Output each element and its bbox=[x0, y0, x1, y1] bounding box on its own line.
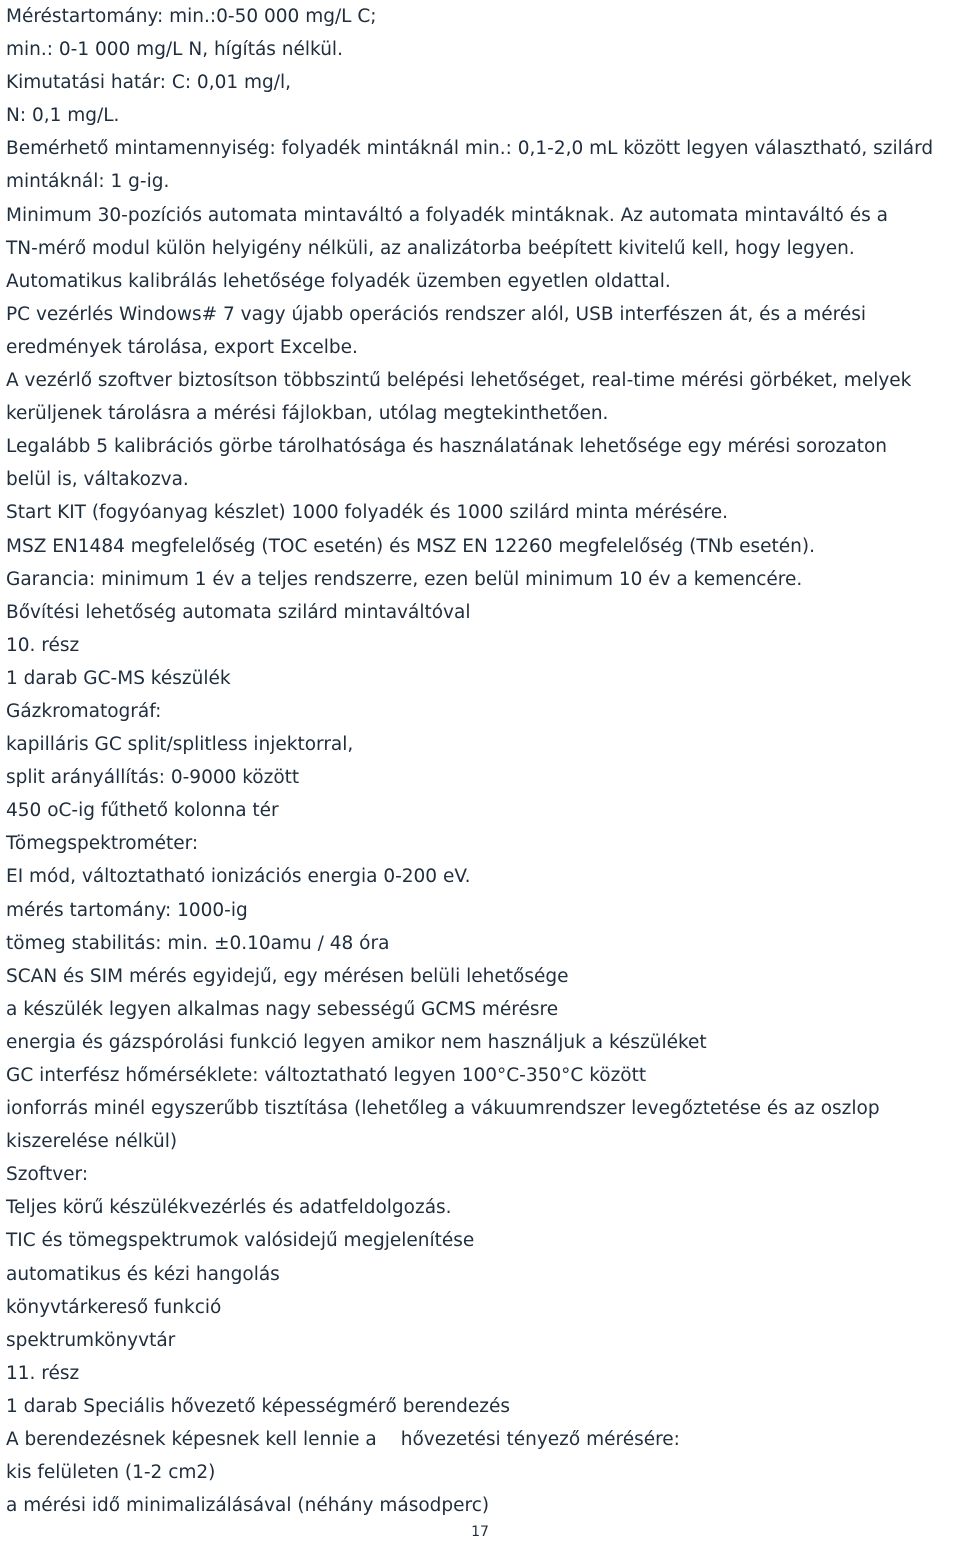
text-line: könyvtárkereső funkció bbox=[6, 1296, 222, 1318]
text-line: 450 oC-ig fűthető kolonna tér bbox=[6, 800, 279, 822]
text-line: 1 darab GC-MS készülék bbox=[6, 667, 231, 689]
text-line: Méréstartomány: min.:0-50 000 mg/L C; bbox=[6, 6, 377, 27]
text-line: kis felületen (1-2 cm2) bbox=[6, 1462, 216, 1484]
text-line: mintáknál: 1 g-ig. bbox=[6, 171, 170, 193]
text-line: PC vezérlés Windows# 7 vagy újabb operációs rendszer alól, USB interfészen át, és a mérési bbox=[6, 303, 866, 325]
text-line: Szoftver: bbox=[6, 1164, 89, 1186]
text-line: Start KIT (fogyóanyag készlet) 1000 folyadék és 1000 szilárd minta mérésére. bbox=[6, 502, 729, 524]
section-heading: 10. rész bbox=[6, 634, 80, 656]
text-line: SCAN és SIM mérés egyidejű, egy mérésen belüli lehetősége bbox=[6, 965, 569, 987]
text-segment: A berendezésnek képesnek kell lennie a bbox=[6, 1429, 377, 1451]
text-line: split arányállítás: 0-9000 között bbox=[6, 767, 300, 789]
text-line: tömeg stabilitás: min. ±0.10amu / 48 óra bbox=[6, 932, 390, 954]
text-line: kapilláris GC split/splitless injektorral, bbox=[6, 734, 354, 756]
document-body bbox=[6, 0, 956, 1522]
text-line: Teljes körű készülékvezérlés és adatfeldolgozás. bbox=[6, 1197, 452, 1219]
text-line: Garancia: minimum 1 év a teljes rendszerre, ezen belül minimum 10 év a kemencére. bbox=[6, 568, 803, 590]
text-line: Gázkromatográf: bbox=[6, 700, 162, 722]
text-line: spektrumkönyvtár bbox=[6, 1329, 176, 1351]
text-segment: hővezetési tényező mérésére: bbox=[400, 1429, 680, 1451]
text-line: Legalább 5 kalibrációs görbe tárolhatósága és használatának lehetősége egy mérési sorozaton bbox=[6, 436, 888, 458]
text-line: TN-mérő modul külön helyigény nélküli, az analizátorba beépített kivitelű kell, hogy legyen. bbox=[6, 237, 855, 259]
text-line: energia és gázspórolási funkció legyen amikor nem használjuk a készüléket bbox=[6, 1031, 707, 1053]
text-line: eredmények tárolása, export Excelbe. bbox=[6, 336, 358, 358]
text-line: Bővítési lehetőség automata szilárd mintaváltóval bbox=[6, 601, 471, 623]
text-line: TIC és tömegspektrumok valósidejű megjelenítése bbox=[6, 1230, 475, 1252]
page-number: 17 bbox=[471, 1524, 489, 1540]
text-line: a mérési idő minimalizálásával (néhány másodperc) bbox=[6, 1495, 490, 1517]
text-line: a készülék legyen alkalmas nagy sebességű GCMS mérésre bbox=[6, 998, 559, 1020]
text-line: Tömegspektrométer: bbox=[6, 833, 199, 855]
text-line: Kimutatási határ: C: 0,01 mg/l, bbox=[6, 72, 292, 94]
text-line bbox=[6, 1423, 956, 1456]
text-line: MSZ EN1484 megfelelőség (TOC esetén) és MSZ EN 12260 megfelelőség (TNb esetén). bbox=[6, 535, 815, 557]
text-line: A vezérlő szoftver biztosítson többszintű belépési lehetőséget, real-time mérési görbéket, melyek bbox=[6, 370, 912, 392]
text-line: min.: 0-1 000 mg/L N, hígítás nélkül. bbox=[6, 39, 343, 61]
text-line: Bemérhető mintamennyiség: folyadék mintáknál min.: 0,1-2,0 mL között legyen választható, szilárd bbox=[6, 138, 934, 160]
section-heading: 11. rész bbox=[6, 1362, 80, 1384]
text-line: kiszerelése nélkül) bbox=[6, 1131, 178, 1153]
text-line: Minimum 30-pozíciós automata mintaváltó a folyadék mintáknak. Az automata mintaváltó és a bbox=[6, 204, 888, 226]
text-line: belül is, váltakozva. bbox=[6, 469, 189, 491]
text-line: automatikus és kézi hangolás bbox=[6, 1263, 280, 1285]
text-line: Automatikus kalibrálás lehetősége folyadék üzemben egyetlen oldattal. bbox=[6, 270, 671, 292]
text-line: kerüljenek tárolásra a mérési fájlokban, utólag megtekinthetően. bbox=[6, 403, 609, 425]
text-line: EI mód, változtatható ionizációs energia 0-200 eV. bbox=[6, 866, 471, 888]
text-line: N: 0,1 mg/L. bbox=[6, 105, 120, 127]
text-line: ionforrás minél egyszerűbb tisztítása (lehetőleg a vákuumrendszer levegőztetése és az oszlop bbox=[6, 1098, 880, 1120]
text-line: GC interfész hőmérséklete: változtatható legyen 100°C-350°C között bbox=[6, 1065, 647, 1086]
text-line: 1 darab Speciális hővezető képességmérő berendezés bbox=[6, 1395, 510, 1417]
text-line: mérés tartomány: 1000-ig bbox=[6, 899, 248, 921]
